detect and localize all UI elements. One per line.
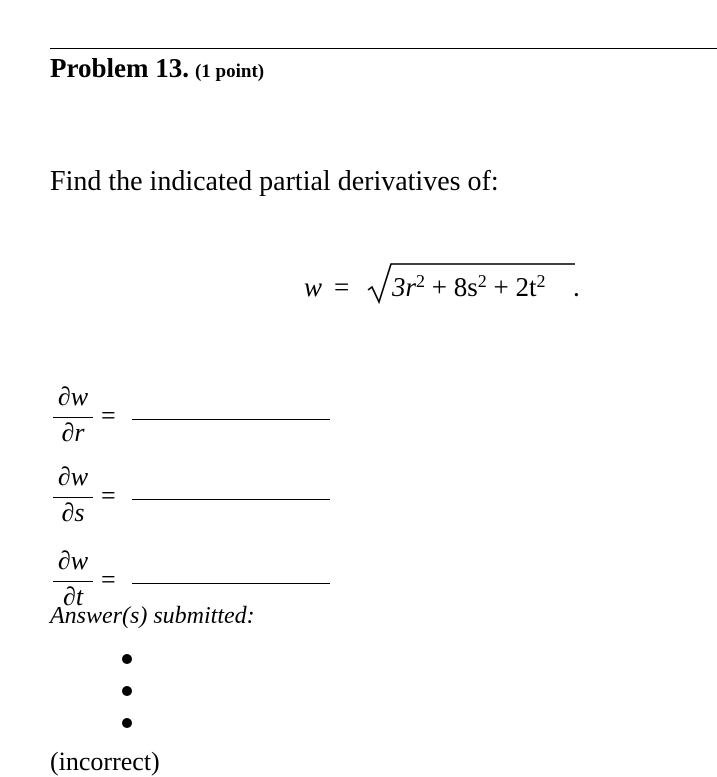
derivative-row-s (50, 462, 340, 530)
radicand-exp-2: 2 (477, 271, 487, 291)
problem-header (50, 53, 264, 84)
partial-symbol: ∂ (57, 546, 71, 575)
submitted-answer-bullet-icon (122, 654, 132, 664)
header-rule (50, 48, 717, 49)
answer-input-t[interactable] (132, 583, 330, 584)
fraction-denominator (53, 418, 93, 448)
denominator-variable: r (74, 418, 85, 447)
numerator-variable: w (70, 462, 89, 491)
partial-symbol: ∂ (61, 418, 75, 447)
fraction-numerator (53, 546, 93, 576)
equation-radicand (392, 272, 545, 303)
answers-submitted-label: Answer(s) submitted: (50, 603, 255, 629)
denominator-variable: s (74, 498, 85, 527)
answer-input-s[interactable] (132, 499, 330, 500)
equation-period: . (573, 272, 580, 302)
denominator-variable: t (75, 582, 84, 611)
problem-title: Problem 13. (50, 53, 189, 83)
radicand-term-3: + 2t (486, 272, 537, 302)
partial-symbol: ∂ (61, 498, 75, 527)
partial-symbol: ∂ (57, 382, 71, 411)
numerator-variable: w (70, 546, 89, 575)
derivative-equals: = (101, 401, 116, 430)
problem-instruction: Find the indicated partial derivatives of: (50, 166, 499, 197)
radicand-exp-3: 2 (536, 271, 546, 291)
derivative-row-r (50, 382, 340, 450)
radicand-term-1: 3r (392, 272, 417, 302)
radicand-term-2: + 8s (425, 272, 478, 302)
derivative-equals: = (101, 481, 116, 510)
answer-input-r[interactable] (132, 419, 330, 420)
equation-lhs: w (304, 272, 323, 302)
radicand-exp-1: 2 (416, 271, 426, 291)
submitted-answer-bullet-icon (122, 686, 132, 696)
partial-symbol: ∂ (62, 582, 76, 611)
answer-status: (incorrect) (50, 747, 160, 776)
equation-equals: = (334, 272, 350, 302)
fraction-denominator (53, 498, 93, 528)
fraction-numerator (53, 462, 93, 492)
fraction-numerator (53, 382, 93, 412)
partial-symbol: ∂ (57, 462, 71, 491)
numerator-variable: w (70, 382, 89, 411)
derivative-equals: = (101, 565, 116, 594)
problem-points: (1 point) (194, 61, 265, 82)
submitted-answer-bullet-icon (122, 718, 132, 728)
